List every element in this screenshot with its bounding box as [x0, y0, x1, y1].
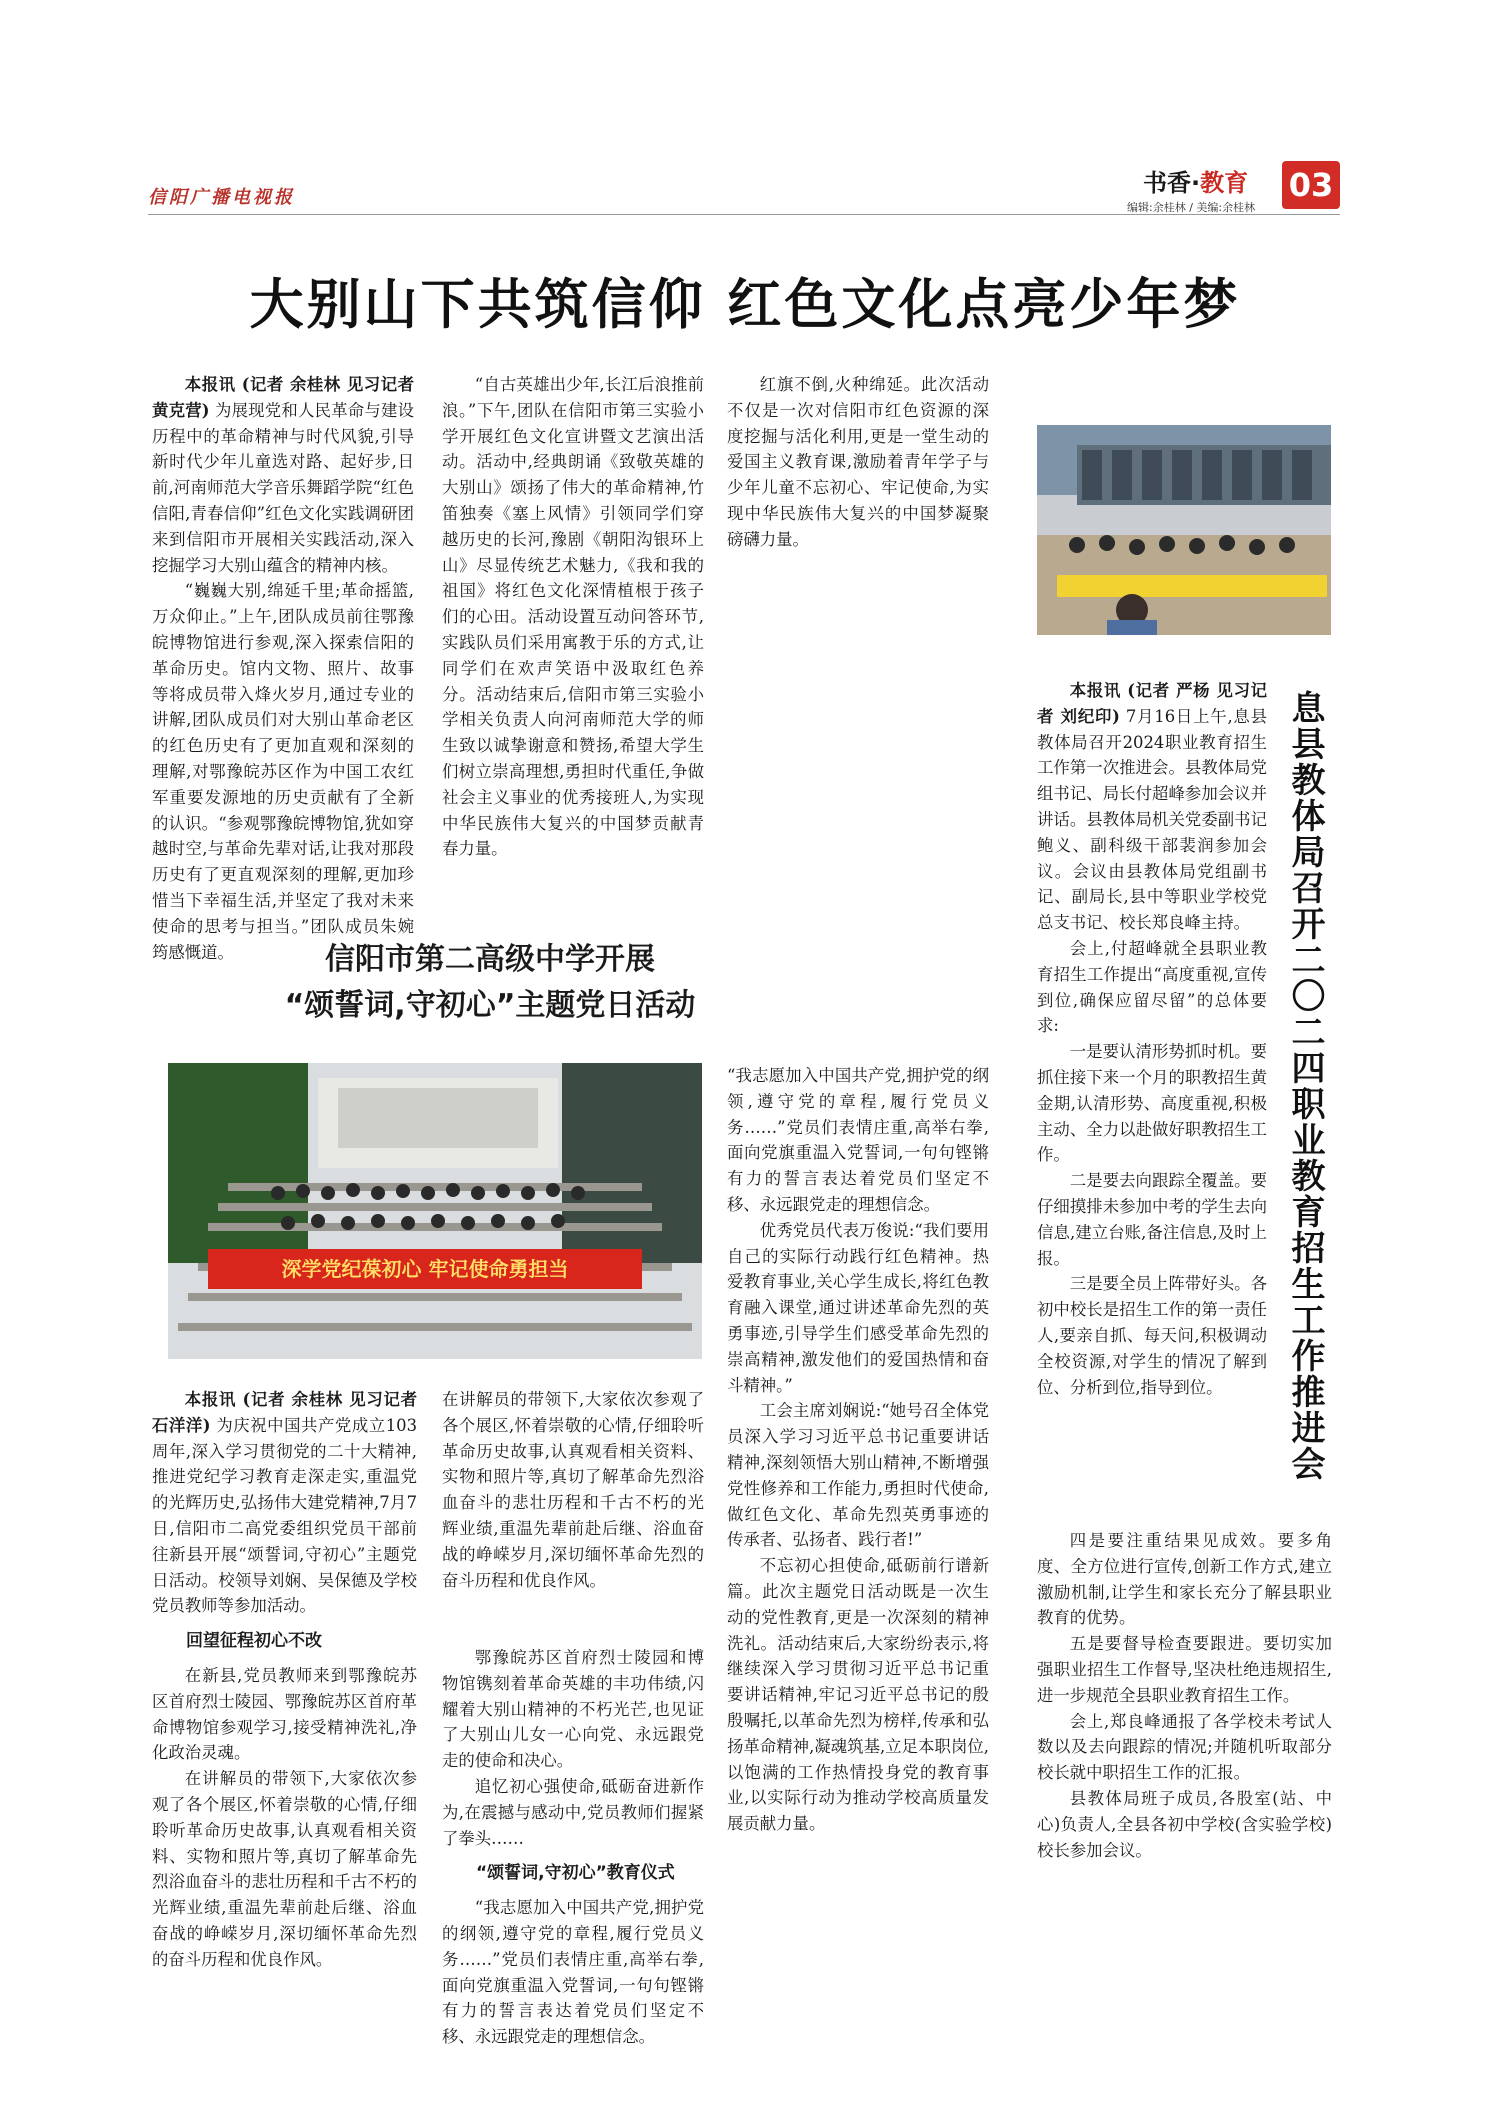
- article1-byline: 本报讯 (记者 余桂林 见习记者 黄克营): [152, 375, 414, 420]
- article1-paragraph-3: “自古英雄出少年,长江后浪推前浪。”下午,团队在信阳市第三实验小学开展红色文化宣讲暨文艺演出活动。活动中,经典朗诵《致敬英雄的大别山》颂扬了伟大的革命精神,竹笛独奏《塞上风情》引领同学们穿越历史的长河,豫剧《朝阳沟银环上山》尽显传统艺术魅力,《我和我的祖国》将红色文化深情植根于孩子们的心田。活动设置互动问答环节,实践队员们采用寓教于乐的方式,让同学们在欢声笑语中汲取红色养分。活动结束后,信阳市第三实验小学相关负责人向河南师范大学的师生致以诚挚谢意和赞扬,希望大学生们树立崇高理想,勇担时代重任,争做社会主义事业的优秀接班人,为实现中华民族伟大复兴的中国梦贡献青春力量。: [442, 375, 704, 859]
- article2-p7: 工会主席刘娴说:“她号召全体党员深入学习习近平总书记重要讲话精神,深刻领悟大别山精神,不断增强党性修养和工作能力,勇担时代使命,做红色文化、革命先烈英勇事迹的传承者、弘扬者、践行者!”: [727, 1401, 989, 1550]
- group-photo: [168, 1063, 702, 1359]
- article2-column-3: [727, 1063, 989, 1923]
- article2-intro: 为庆祝中国共产党成立103周年,深入学习贯彻党的二十大精神,推进党纪学习教育走深走实,重温党的光辉历史,弘扬伟大建党精神,7月7日,信阳市二高党委组织党员干部前往新县开展“颂誓词,守初心”主题党日活动。校领导刘娴、吴保德及学校党员教师等参加活动。: [152, 1415, 417, 1616]
- article2-headline-line1: 信阳市第二高级中学开展: [325, 942, 655, 977]
- article2-headline-line2: “颂誓词,守初心”主题党日活动: [284, 988, 696, 1023]
- article3-paragraph-1: 会上,付超峰就全县职业教育招生工作提出“高度重视,宣传到位,确保应留尽留”的总体要求:: [1037, 938, 1267, 1036]
- article1-paragraph-4: 红旗不倒,火种绵延。此次活动不仅是一次对信阳市红色资源的深度挖掘与活化利用,更是一堂生动的爱国主义教育课,激励着青年学子与少年儿童不忘初心、牢记使命,为实现中华民族伟大复兴的中国梦凝聚磅礴力量。: [727, 375, 989, 549]
- education-meeting-photo: [1037, 425, 1331, 635]
- article1-column-3: [727, 372, 989, 892]
- article2-column-1: [152, 1387, 417, 1969]
- article2-subhead-1: 回望征程初心不改: [186, 1631, 322, 1652]
- article2-p3: 鄂豫皖苏区首府烈士陵园和博物馆镌刻着革命英雄的丰功伟绩,闪耀着大别山精神的不朽光芒,也见证了大别山儿女一心向党、永远跟党走的使命和决心。: [442, 1648, 704, 1771]
- section-dot: ·: [1191, 169, 1201, 197]
- article3-paragraph-3: 二是要去向跟踪全覆盖。要仔细摸排未参加中考的学生去向信息,建立台账,备注信息,及时上报。: [1037, 1171, 1267, 1268]
- article3-wide-column: [1037, 1528, 1332, 1863]
- article3-paragraph-6: 五是要督导检查要跟进。要切实加强职业招生工作督导,坚决杜绝违规招生,进一步规范全县职业教育招生工作。: [1037, 1634, 1332, 1705]
- article3-paragraph-4: 三是要全员上阵带好头。各初中校长是招生工作的第一责任人,要亲自抓、每天问,积极调动全校资源,对学生的情况了解到位、分析到位,指导到位。: [1037, 1274, 1267, 1397]
- article2-column-2: [442, 1387, 704, 2047]
- article1-paragraph-2a: “巍巍大别,绵延千里;革命摇篮,万众仰止。”上午,团队成员前往鄂豫皖博物馆进行参观,深入探索信阳的革命历史。馆内文物、照片、故事等将成员带入烽火岁月,通过专业的讲解,团队成员们对大别山革命老区的红色历史有了更加直观和深刻的理解,对鄂豫皖苏区作为中国工农红军重要发源地的历史贡献有了全新的认识。“参观鄂豫皖博物馆,犹如穿越时空,与革命先辈对话,让我对那段历史有了更直观深刻的理解,更加珍惜当下幸福生活,并坚定了我对未来使命的思考与担当。”团队成员朱婉筠感慨道。: [152, 581, 414, 962]
- article2-byline: 本报讯 (记者 余桂林 见习记者 石洋洋): [152, 1390, 417, 1435]
- article2-p4: 追忆初心强使命,砥砺奋进新作为,在震撼与感动中,党员教师们握紧了拳头……: [442, 1776, 704, 1848]
- article3-paragraph-5: 四是要注重结果见成效。要多角度、全方位进行宣传,创新工作方式,建立激励机制,让学生和家长充分了解县职业教育的优势。: [1037, 1531, 1332, 1628]
- meeting-photo-illustration: [1037, 425, 1331, 635]
- article3-intro: 7月16日上午,息县教体局召开2024职业教育招生工作第一次推进会。县教体局党组书记、局长付超峰参加会议并讲话。县教体局机关党委副书记鲍义、副科级干部裴润参加会议。会议由县教体局党组副书记、副局长,县中等职业学校党总支书记、校长郑良峰主持。: [1037, 706, 1267, 933]
- article2-p5-cont: “我志愿加入中国共产党,拥护党的纲领,遵守党的章程,履行党员义务……”党员们表情庄重,高举右拳,面向党旗重温入党誓词,一句句铿锵有力的誓言表达着党员们坚定不移、永远跟党走的理想信念。: [727, 1066, 989, 1214]
- article2-p5: “我志愿加入中国共产党,拥护党的纲领,遵守党的章程,履行党员义务……”党员们表情庄重,高举右拳,面向党旗重温入党誓词,一句句铿锵有力的誓言表达着党员们坚定不移、永远跟党走的理想信念。: [442, 1898, 704, 2047]
- editor-credits: 编辑:余桂林 / 美编:余桂林: [1127, 201, 1256, 214]
- article3-headline: 息县教体局召开二〇二四职业教育招生工作推进会: [1285, 690, 1325, 1482]
- section-title: [1143, 163, 1248, 198]
- article1-headline: 大别山下共筑信仰 红色文化点亮少年梦: [249, 273, 1241, 336]
- article3-paragraph-7: 会上,郑良峰通报了各学校未考试人数以及去向跟踪的情况;并随机听取部分校长就中职招生工作的汇报。: [1037, 1711, 1332, 1783]
- section-name: 教育: [1200, 169, 1249, 197]
- newspaper-name: 信阳广播电视报: [148, 187, 295, 208]
- article2-p8: 不忘初心担使命,砥砺前行谱新篇。此次主题党日活动既是一次生动的党性教育,更是一次深刻的精神洗礼。活动结束后,大家纷纷表示,将继续深入学习贯彻习近平总书记重要讲话精神,牢记习近平总书记的殷殷嘱托,以革命先烈为榜样,传承和弘扬革命精神,凝魂筑基,立足本职岗位,以饱满的工作热情投身党的教育事业,以实际行动为推动学校高质量发展贡献力量。: [727, 1556, 989, 1834]
- masthead-divider: [148, 214, 1340, 215]
- article2-subhead-2: “颂誓词,守初心”教育仪式: [476, 1863, 675, 1884]
- article1-paragraph-1: 为展现党和人民革命与建设历程中的革命精神与时代风貌,引导新时代少年儿童选对路、起好步,日前,河南师范大学音乐舞蹈学院“红色信阳,青春信仰”红色文化实践调研团来到信阳市开展相关实践活动,深入挖掘学习大别山蕴含的精神内核。: [152, 400, 414, 575]
- article3-narrow-column: [1037, 678, 1267, 1518]
- photo-banner-text: 深学党纪葆初心 牢记使命勇担当: [281, 1257, 569, 1281]
- article2-p6: 优秀党员代表万俊说:“我们要用自己的实际行动践行红色精神。热爱教育事业,关心学生成长,将红色教育融入课堂,通过讲述革命先烈的英勇事迹,引导学生们感受革命先烈的崇高精神,激发他们的爱国热情和奋斗精神。”: [727, 1220, 989, 1395]
- article2-p2: 在讲解员的带领下,大家依次参观了各个展区,怀着崇敬的心情,仔细聆听革命历史故事,认真观看相关资料、实物和照片等,真切了解革命先烈浴血奋斗的悲壮历程和千古不朽的光辉业绩,重温先辈前赴后继、浴血奋战的峥嵘岁月,深切缅怀革命先烈的奋斗历程和优良作风。: [152, 1769, 417, 1969]
- group-photo-illustration: [168, 1063, 702, 1359]
- article3-byline: 本报讯 (记者 严杨 见习记者 刘纪印): [1037, 681, 1267, 726]
- article2-headline: [170, 937, 810, 1029]
- section-prefix: 书香: [1143, 169, 1191, 197]
- article2-p2-cont: 在讲解员的带领下,大家依次参观了各个展区,怀着崇敬的心情,仔细聆听革命历史故事,认真观看相关资料、实物和照片等,真切了解革命先烈浴血奋斗的悲壮历程和千古不朽的光辉业绩,重温先辈前赴后继、浴血奋战的峥嵘岁月,深切缅怀革命先烈的奋斗历程和优良作风。: [442, 1390, 704, 1590]
- page-number: 03: [1282, 161, 1340, 209]
- article3-paragraph-2: 一是要认清形势抓时机。要抓住接下来一个月的职教招生黄金期,认清形势、高度重视,积极主动、全力以赴做好职教招生工作。: [1037, 1042, 1267, 1165]
- article3-paragraph-8: 县教体局班子成员,各股室(站、中心)负责人,全县各初中学校(含实验学校)校长参加会议。: [1037, 1788, 1332, 1860]
- article2-p1: 在新县,党员教师来到鄂豫皖苏区首府烈士陵园、鄂豫皖苏区首府革命博物馆参观学习,接受精神洗礼,净化政治灵魂。: [152, 1665, 417, 1763]
- article1-column-2: [442, 372, 704, 892]
